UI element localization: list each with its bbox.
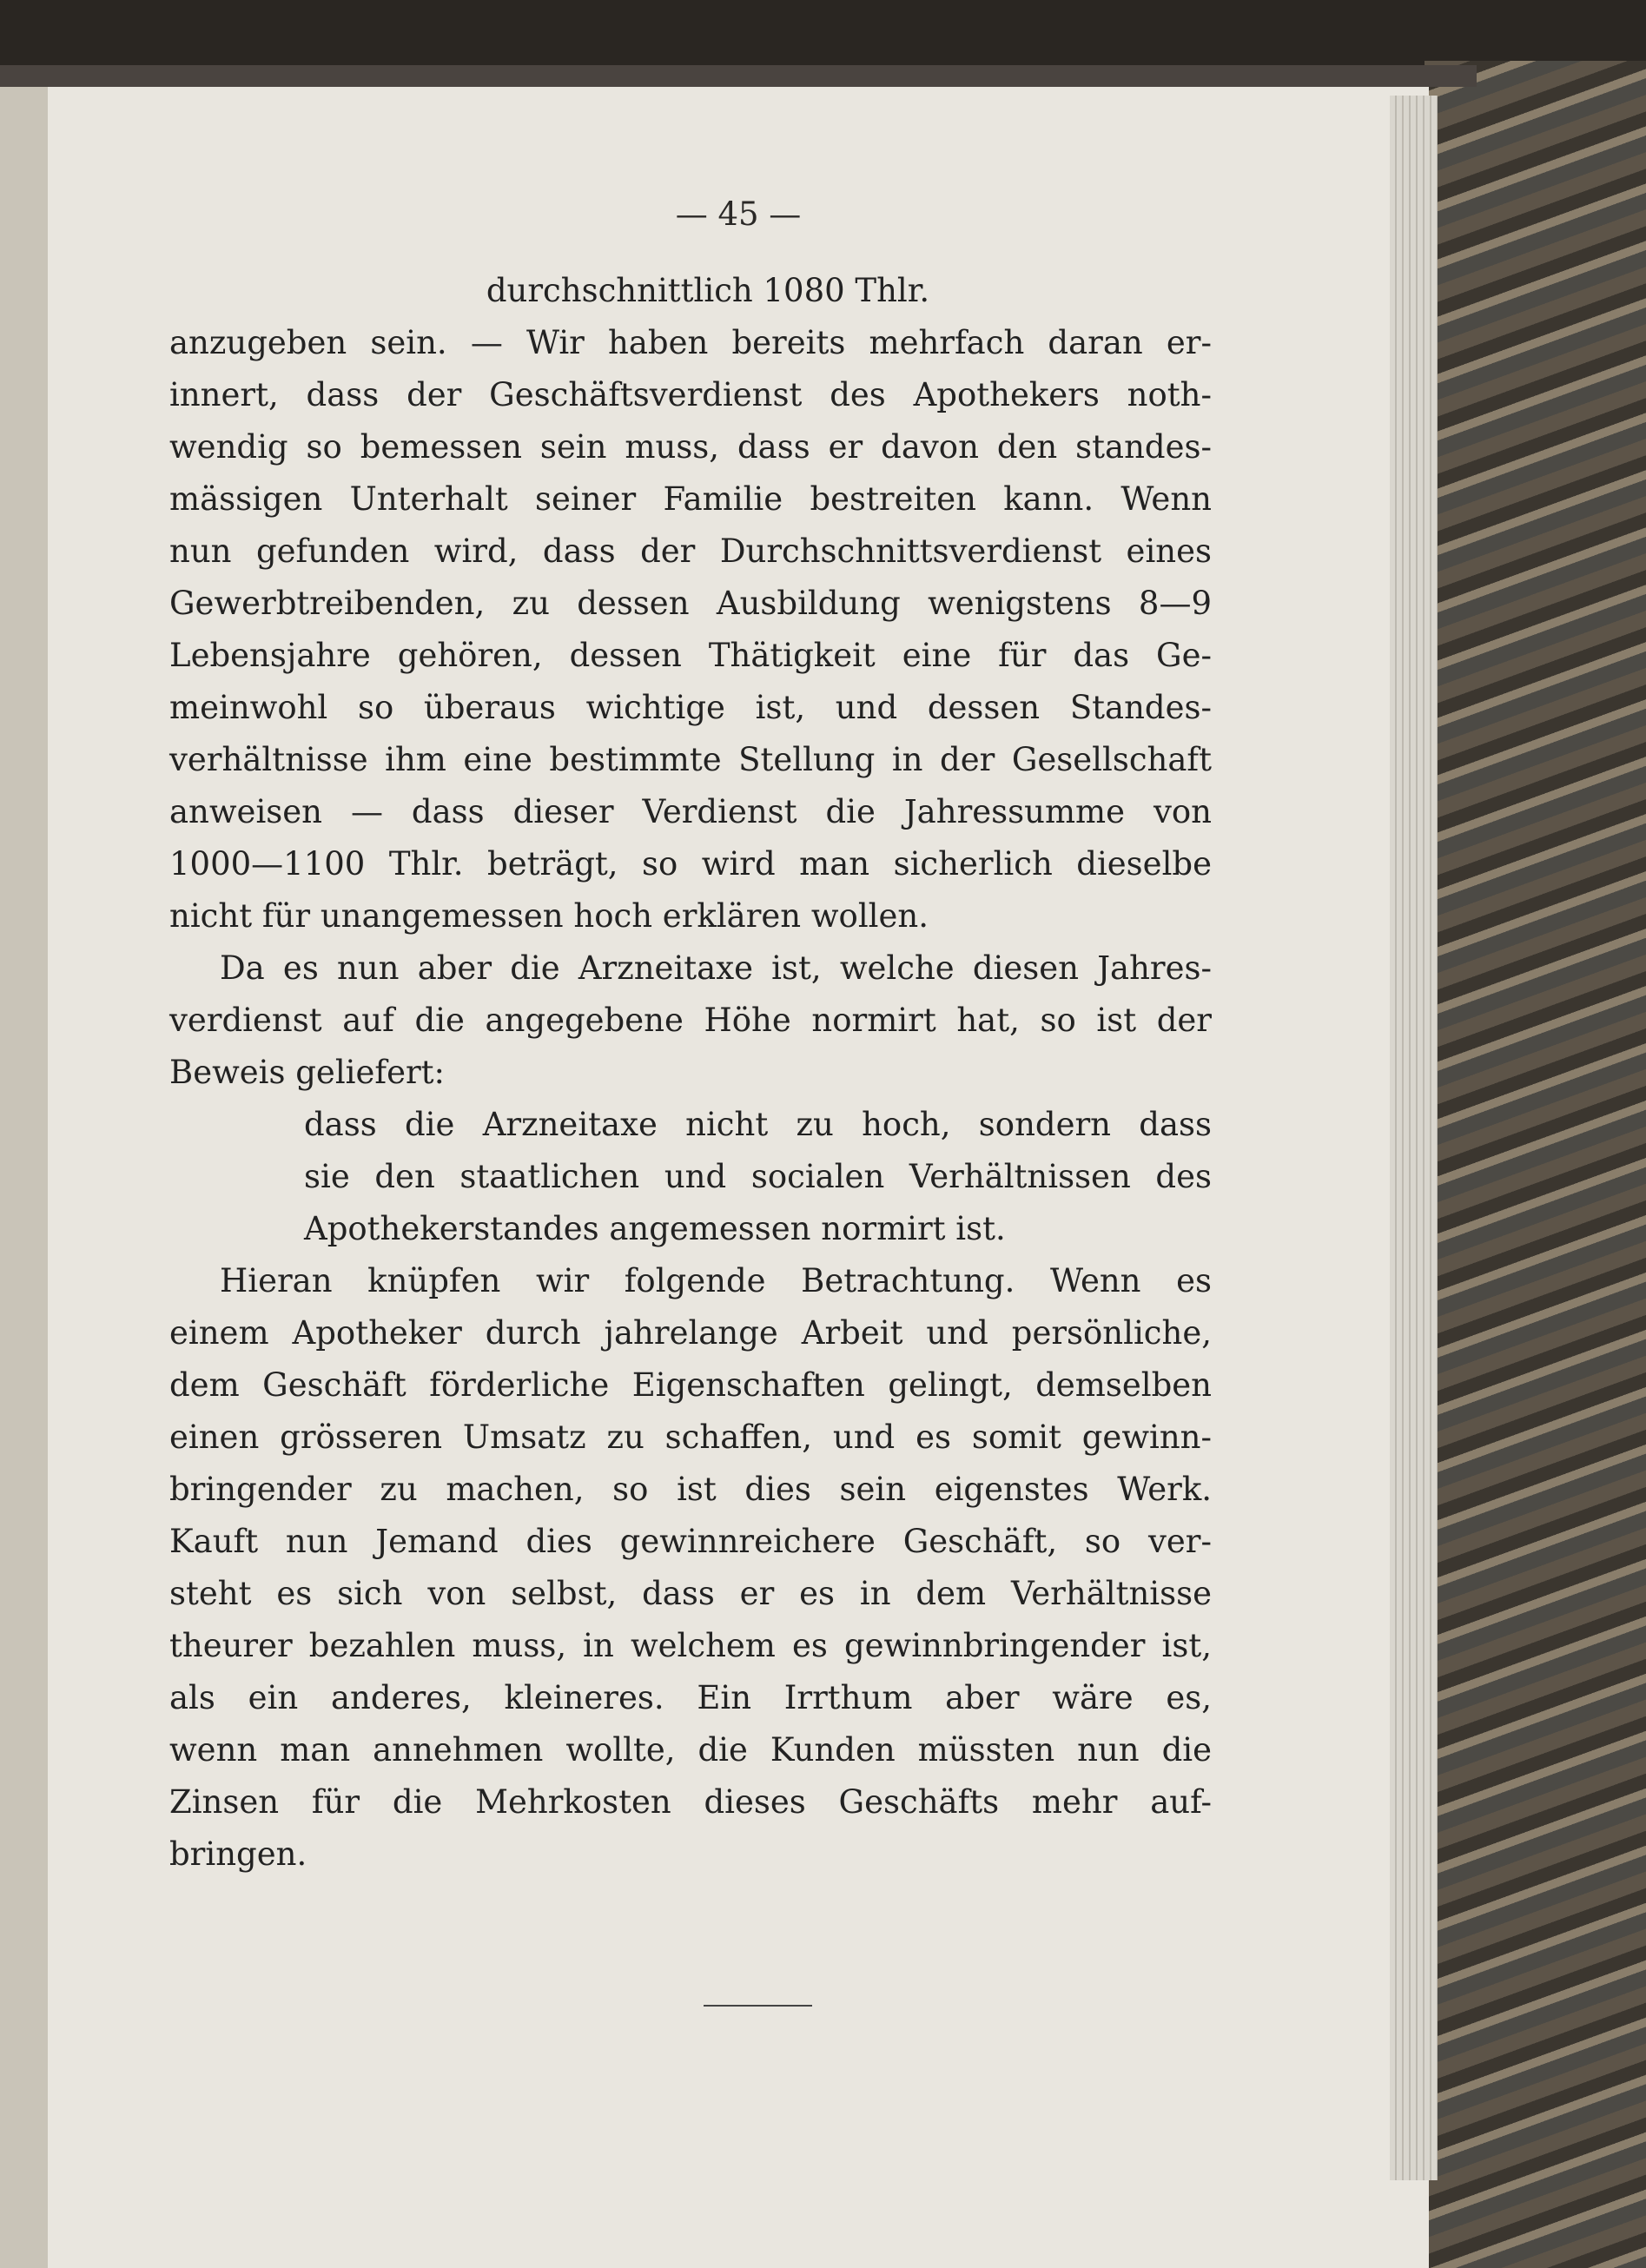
text-line: einem Apotheker durch jahrelange Arbeit und persönliche, [169,1314,1212,1352]
text-line: Lebensjahre gehören, dessen Thätigkeit eine für das Ge- [169,637,1212,674]
section-rule [704,2005,812,2007]
text-line: wendig so bemessen sein muss, dass er davon den standes- [169,428,1212,466]
text-line: nun gefunden wird, dass der Durchschnittsverdienst eines [169,532,1212,570]
text-line: bringen. [169,1835,307,1873]
text-line: einen grösseren Umsatz zu schaffen, und es somit gewinn- [169,1418,1212,1456]
text-line: dem Geschäft förderliche Eigenschaften gelingt, demselben [169,1366,1212,1404]
text-line: Kauft nun Jemand dies gewinnreichere Geschäft, so ver- [169,1523,1212,1560]
page-stack-edge [1390,96,1438,2180]
text-line: Beweis geliefert: [169,1054,445,1091]
body-text [169,265,1212,1881]
marbled-cover-board [1425,61,1646,2268]
left-page-edge [0,83,48,2268]
text-line: innert, dass der Geschäftsverdienst des Apothekers noth- [169,376,1212,413]
text-line: theurer bezahlen muss, in welchem es gewinnbringender ist, [169,1627,1212,1664]
text-line: meinwohl so überaus wichtige ist, und dessen Standes- [169,689,1212,726]
book-page [48,83,1429,2268]
text-line: nicht für unangemessen hoch erklären wollen. [169,897,929,935]
text-line: Hieran knüpfen wir folgende Betrachtung. Wenn es [220,1262,1212,1299]
text-line: Da es nun aber die Arzneitaxe ist, welche diesen Jahres- [220,949,1212,987]
quoted-line: Apothekerstandes angemessen normirt ist. [304,1210,1006,1247]
text-line: 1000—1100 Thlr. beträgt, so wird man sicherlich dieselbe [169,845,1212,883]
top-edge-shadow [0,65,1477,87]
page-number: — 45 — [675,195,802,233]
text-line: mässigen Unterhalt seiner Familie bestreiten kann. Wenn [169,480,1212,518]
text-line: wenn man annehmen wollte, die Kunden müssten nun die [169,1731,1212,1769]
quoted-line: sie den staatlichen und socialen Verhältnissen des [304,1158,1212,1195]
quoted-line: dass die Arzneitaxe nicht zu hoch, sondern dass [304,1106,1212,1143]
text-line: Gewerbtreibenden, zu dessen Ausbildung wenigstens 8—9 [169,585,1212,622]
text-line: bringender zu machen, so ist dies sein eigenstes Werk. [169,1471,1212,1508]
text-line: als ein anderes, kleineres. Ein Irrthum aber wäre es, [169,1679,1212,1716]
text-line: anweisen — dass dieser Verdienst die Jahressumme von [169,793,1212,830]
text-line: steht es sich von selbst, dass er es in dem Verhältnisse [169,1575,1212,1612]
text-line: Zinsen für die Mehrkosten dieses Geschäfts mehr auf- [169,1783,1212,1821]
text-line: verhältnisse ihm eine bestimmte Stellung in der Gesellschaft [169,741,1212,778]
text-line: durchschnittlich 1080 Thlr. [486,272,930,309]
text-line: verdienst auf die angegebene Höhe normirt hat, so ist der [169,1002,1212,1039]
text-line: anzugeben sein. — Wir haben bereits mehrfach daran er- [169,324,1212,361]
